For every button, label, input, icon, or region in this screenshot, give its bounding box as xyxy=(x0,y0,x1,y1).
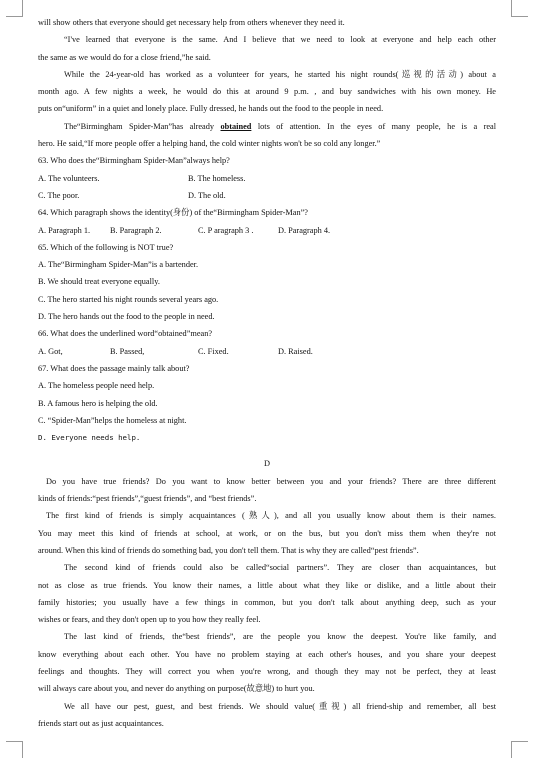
answer-option: D. The hero hands out the food to the people in need. xyxy=(38,312,215,322)
answer-option: C. Fixed. xyxy=(198,346,229,356)
passage-line: puts on“uniform” in a quiet and lonely place. Fully dressed, he hands out the food to the people in need. xyxy=(38,104,384,114)
crop-mark-top-right xyxy=(511,0,528,17)
option-row xyxy=(38,343,496,360)
answer-option: A. Got, xyxy=(38,346,63,356)
option-row xyxy=(38,187,496,204)
option-row xyxy=(38,412,496,429)
crop-mark-bottom-right xyxy=(511,741,528,758)
answer-option: A. The“Birmingham Spider-Man”is a bartender. xyxy=(38,260,199,270)
answer-option: B. We should treat everyone equally. xyxy=(38,277,160,287)
passage-line: We all have our pest, guest, and best friends. We should value(重视) all friend-ship and remember, all best xyxy=(64,701,496,711)
passage-heading: D xyxy=(264,459,270,469)
option-row xyxy=(38,308,496,325)
answer-option: B. A famous hero is helping the old. xyxy=(38,398,158,408)
option-row xyxy=(38,291,496,308)
answer-option: A. The homeless people need help. xyxy=(38,381,155,391)
passage-line: The last kind of friends, the“best friends”, are the people you know the deepest. You're like family, and xyxy=(64,632,496,642)
passage-line: feelings and thoughts. They will correct you when you're wrong, and though they may not be perfect, they at least xyxy=(38,666,496,676)
option-row xyxy=(38,273,496,290)
passage-line-obtained xyxy=(38,118,496,135)
question-list xyxy=(38,152,496,429)
question-stem: 66. What does the underlined word“obtained”mean? xyxy=(38,329,213,339)
answer-option: C. “Spider-Man”helps the homeless at night. xyxy=(38,415,187,425)
answer-option: D. The old. xyxy=(188,190,226,200)
question-stem: 64. Which paragraph shows the identity(身份) of the“Birmingham Spider-Man”? xyxy=(38,208,308,218)
passage-text: lots of attention. In the eyes of many people, he is a real xyxy=(251,121,496,131)
answer-option: B. Paragraph 2. xyxy=(110,225,162,235)
option-row xyxy=(38,222,496,239)
option-row: D. Everyone needs help. xyxy=(38,433,141,443)
passage-line: You may meet this kind of friends at school, at work, or on the bus, but you don't miss them when they're not xyxy=(38,528,496,538)
passage-line: The first kind of friends is simply acquaintances (熟人), and all you usually know about them is their names. xyxy=(46,511,496,521)
passage-line: wishes or fears, and they don't open up to you how they really feel. xyxy=(38,615,261,625)
answer-option: A. The volunteers. xyxy=(38,173,100,183)
passage-line: The second kind of friends could also be called“social partners”. They are closer than acquaintances, but xyxy=(64,563,496,573)
passage-line: “I've learned that everyone is the same. And I believe that we need to look at everyone and help each other xyxy=(64,35,496,45)
question-stem: 67. What does the passage mainly talk about? xyxy=(38,363,190,373)
answer-option: C. The hero started his night rounds several years ago. xyxy=(38,294,219,304)
passage-line: around. When this kind of friends do something bad, you don't tell them. That is why they are called“pest friends”. xyxy=(38,545,419,555)
passage-line: family histories; you usually have a few things in common, but you don't talk about anything deep, such as your xyxy=(38,597,496,607)
answer-option: D. Paragraph 4. xyxy=(278,225,331,235)
passage-line: will show others that everyone should get necessary help from others whenever they need it. xyxy=(38,18,345,27)
exam-page xyxy=(38,14,496,732)
passage-line: While the 24-year-old has worked as a volunteer for years, he started his night rounds(巡视的活动) about a xyxy=(64,69,496,79)
passage-line: know everything about each other. You have no problem staying at each other's houses, and you share your deepest xyxy=(38,649,496,659)
passage-line: kinds of friends:“pest friends”,“guest friends”, and “best friends”. xyxy=(38,494,257,504)
answer-option: C. P aragraph 3 . xyxy=(198,225,254,235)
answer-option: C. The poor. xyxy=(38,190,80,200)
answer-option: B. The homeless. xyxy=(188,173,246,183)
crop-mark-top-left xyxy=(6,0,23,17)
option-row xyxy=(38,256,496,273)
underlined-word: obtained xyxy=(220,121,252,131)
answer-option: D. Raised. xyxy=(278,346,313,356)
question-stem: 63. Who does the“Birmingham Spider-Man”always help? xyxy=(38,156,230,166)
option-row xyxy=(38,395,496,412)
passage-line: hero. He said,“If more people offer a helping hand, the cold winter nights won't be so cold any longer.” xyxy=(38,139,381,149)
question-stem: 65. Which of the following is NOT true? xyxy=(38,242,174,252)
crop-mark-bottom-left xyxy=(6,741,23,758)
passage-line: Do you have true friends? Do you want to know better between you and your friends? There are three different xyxy=(46,476,496,486)
answer-option: A. Paragraph 1. xyxy=(38,225,91,235)
passage-line: not as close as true friends. You know their names, a little about what they like or dislike, and a little about their xyxy=(38,580,496,590)
answer-option: B. Passed, xyxy=(110,346,145,356)
option-row xyxy=(38,377,496,394)
passage-line: the same as we would do for a close friend,”he said. xyxy=(38,52,211,62)
passage-line: friends start out as just acquaintances. xyxy=(38,718,164,728)
passage-line: month ago. A few nights a week, he would do this at around 9 p.m. , and buy sandwiches with his own money. He xyxy=(38,87,496,97)
passage-line: will always care about you, and never do anything on purpose(故意地) to hurt you. xyxy=(38,684,315,694)
option-row xyxy=(38,170,496,187)
passage-text: The“Birmingham Spider-Man”has already xyxy=(64,121,221,131)
